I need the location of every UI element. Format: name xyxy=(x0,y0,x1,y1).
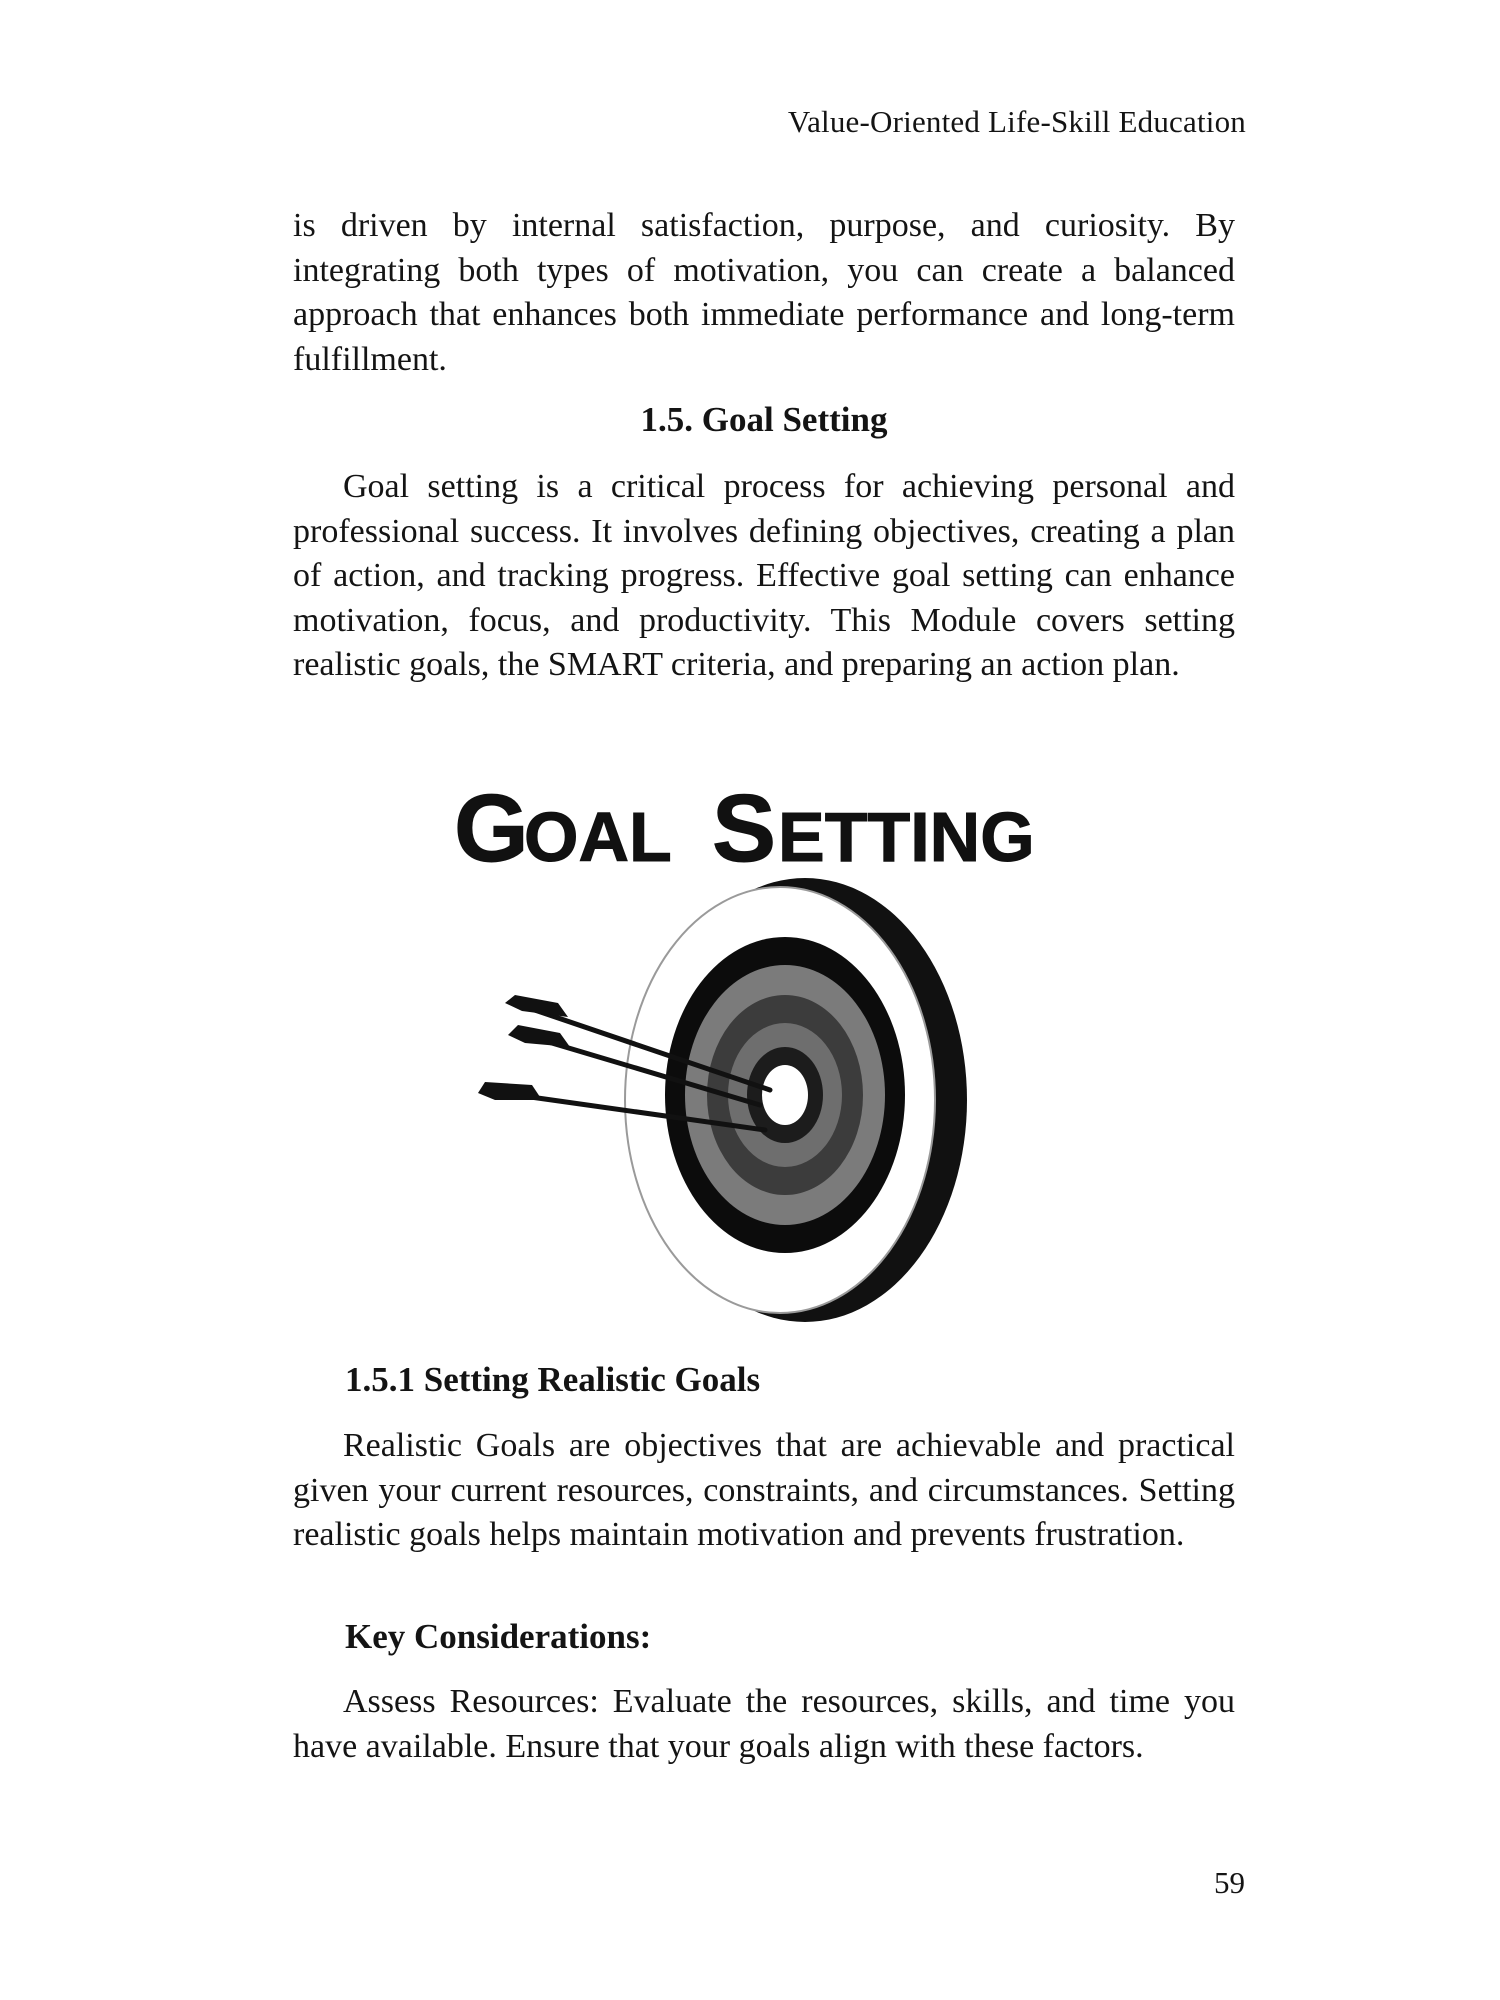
subsection-heading: 1.5.1 Setting Realistic Goals xyxy=(345,1360,761,1399)
realistic-goals-paragraph: Realistic Goals are objectives that are achievable and practical given your current resources, constraints, and circumstances. Setting realistic goals helps maintain motivation and prevents frustration. xyxy=(293,1427,1235,1553)
target-bullseye xyxy=(762,1065,808,1125)
goal-setting-title-art xyxy=(450,765,1130,875)
title-letter-s: S xyxy=(712,775,777,875)
goal-setting-intro-paragraph: Goal setting is a critical process for achieving personal and professional success. It involves defining objectives, creating a plan of action, and tracking progress. Effective goal setting can enhance motivation, focus, and productivity. This Module covers setting realistic goals, the SMART criteria, and preparing an action plan. xyxy=(293,468,1235,683)
title-letter-g: G xyxy=(454,775,529,875)
arrow-3-fletching xyxy=(478,1082,542,1100)
intro-continuation-paragraph: is driven by internal satisfaction, purpose, and curiosity. By integrating both types of motivation, you can create a balanced approach that enhances both immediate performance and long-term fulfillment. xyxy=(293,207,1235,378)
arrow-2-fletching xyxy=(508,1025,570,1047)
arrow-fletchings xyxy=(478,995,570,1100)
assess-resources-paragraph: Assess Resources: Evaluate the resources, skills, and time you have available. Ensure that your goals align with these factors. xyxy=(293,1683,1235,1765)
section-heading: 1.5. Goal Setting xyxy=(640,400,888,439)
arrow-1-fletching xyxy=(505,995,568,1017)
key-considerations-heading: Key Considerations: xyxy=(345,1617,652,1656)
title-letters-oal: OAL xyxy=(524,798,672,875)
page-number: 59 xyxy=(1214,1865,1245,1900)
running-header: Value-Oriented Life-Skill Education xyxy=(787,104,1246,139)
title-letters-etting: ETTING xyxy=(778,798,1035,875)
